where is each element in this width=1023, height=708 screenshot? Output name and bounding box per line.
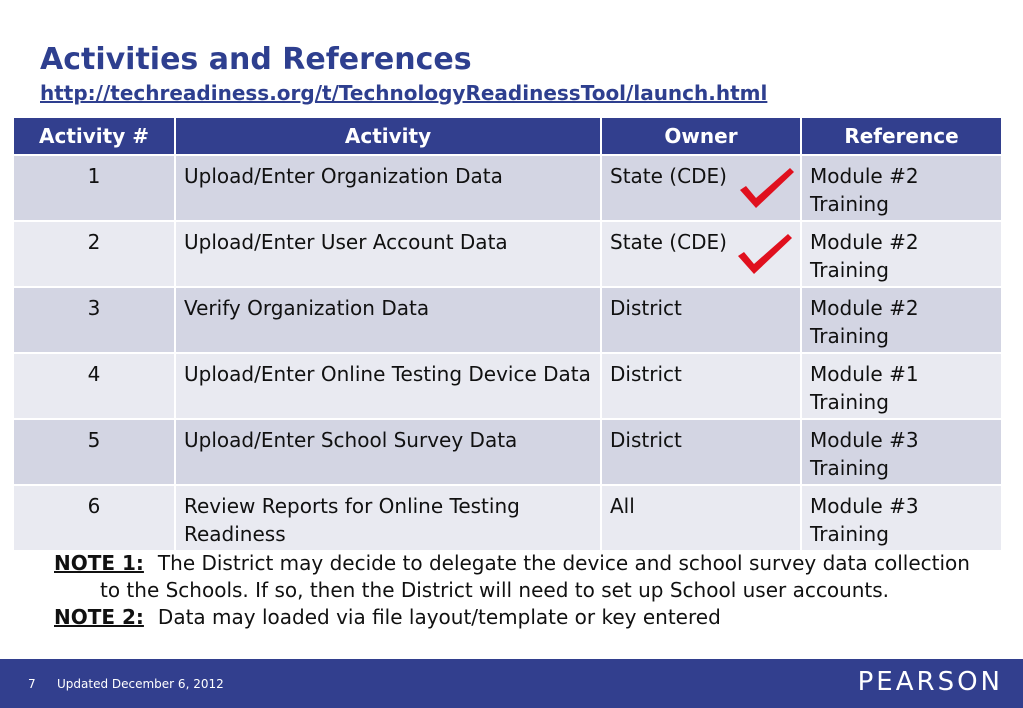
- activity-owner: State (CDE): [601, 155, 801, 221]
- checkmark-icon: [736, 166, 796, 210]
- activity-number: 5: [13, 419, 175, 485]
- activity-number: 2: [13, 221, 175, 287]
- table-row: [13, 485, 1002, 551]
- table-row: [13, 221, 1002, 287]
- note-label: NOTE 1:: [54, 551, 144, 575]
- footer-bar: [0, 659, 1023, 708]
- activity-owner: All: [601, 485, 801, 551]
- activity-owner: District: [601, 287, 801, 353]
- header-activity: Activity: [175, 117, 601, 155]
- activity-owner: District: [601, 419, 801, 485]
- activity-owner: State (CDE): [601, 221, 801, 287]
- activity-number: 1: [13, 155, 175, 221]
- launch-link[interactable]: http://techreadiness.org/t/TechnologyReadinessTool/launch.html: [40, 81, 768, 105]
- activity-name: Upload/Enter School Survey Data: [175, 419, 601, 485]
- activity-number: 4: [13, 353, 175, 419]
- activity-reference: Module #2 Training: [801, 155, 1002, 221]
- header-reference: Reference: [801, 117, 1002, 155]
- header-owner: Owner: [601, 117, 801, 155]
- activity-name: Upload/Enter Online Testing Device Data: [175, 353, 601, 419]
- note-text: The District may decide to delegate the device and school survey data collection to the Schools. If so, then the District will need to set up School user accounts.: [100, 551, 970, 602]
- table-row: [13, 287, 1002, 353]
- note-2: [54, 604, 984, 631]
- note-text: Data may loaded via file layout/template or key entered: [157, 605, 721, 629]
- activity-reference: Module #2 Training: [801, 221, 1002, 287]
- activity-name: Upload/Enter Organization Data: [175, 155, 601, 221]
- table-row: [13, 353, 1002, 419]
- activity-name: Review Reports for Online Testing Readiness: [175, 485, 601, 551]
- activity-number: 3: [13, 287, 175, 353]
- activity-name: Verify Organization Data: [175, 287, 601, 353]
- activity-reference: Module #3 Training: [801, 419, 1002, 485]
- activities-table: [12, 116, 1003, 552]
- activity-reference: Module #1 Training: [801, 353, 1002, 419]
- activity-reference: Module #3 Training: [801, 485, 1002, 551]
- checkmark-icon: [734, 232, 794, 276]
- page-number: 7: [28, 677, 36, 691]
- updated-date: Updated December 6, 2012: [57, 677, 224, 691]
- table-row: [13, 155, 1002, 221]
- table-header-row: [13, 117, 1002, 155]
- activity-reference: Module #2 Training: [801, 287, 1002, 353]
- pearson-logo: PEARSON: [857, 667, 1003, 697]
- notes: [54, 550, 984, 631]
- page-title: Activities and References: [40, 42, 472, 77]
- activity-number: 6: [13, 485, 175, 551]
- note-1: [54, 550, 984, 604]
- activity-name: Upload/Enter User Account Data: [175, 221, 601, 287]
- table-row: [13, 419, 1002, 485]
- header-activity-num: Activity #: [13, 117, 175, 155]
- note-label: NOTE 2:: [54, 605, 144, 629]
- activity-owner: District: [601, 353, 801, 419]
